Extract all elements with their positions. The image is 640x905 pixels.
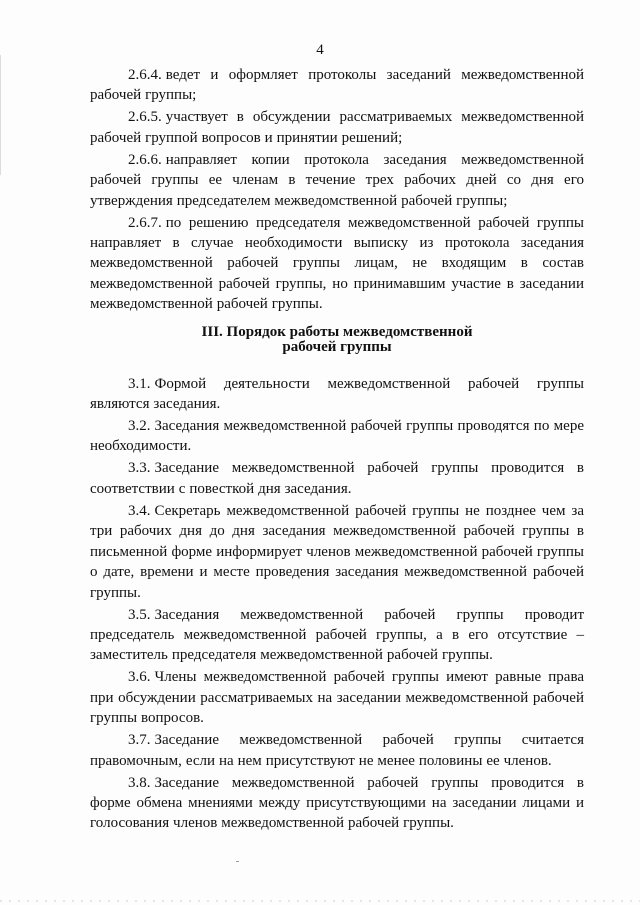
scan-edge-mark [0,55,1,175]
paragraph-text: Заседания межведомственной рабочей группы проводятся по мере необходимости. [90,418,584,455]
paragraph-number: 2.6.5. [128,109,162,126]
document-body [90,65,584,835]
paragraph-number: 3.5. [128,606,151,623]
paragraph-text: Формой деятельности межведомственной рабочей группы являются заседания. [90,375,584,413]
paragraph-3-8 [90,773,584,834]
section-3-heading-line-2: рабочей группы [282,339,392,356]
scan-speck [236,861,239,862]
paragraph-number: 3.2. [128,418,151,435]
paragraph-number: 2.6.6. [128,151,162,168]
paragraph-2-6-4 [90,65,584,106]
paragraph-text: Заседание межведомственной рабочей группы считается правомочным, если на нем присутствуют не менее половины ее членов. [90,732,584,769]
page-number: 4 [316,42,324,58]
paragraph-3-7 [90,730,584,771]
paragraph-2-6-7 [90,213,584,315]
section-3-heading-line-1: III. Порядок работы межведомственной [201,323,473,340]
paragraph-number: 2.6.7. [128,214,162,231]
section-3-heading [90,325,584,356]
paragraph-3-1 [90,374,584,415]
paragraph-number: 3.4. [128,502,151,519]
paragraph-text: направляет копии протокола заседания межведомственной рабочей группы ее членам в течение трех рабочих дней со дня его утверждения председателем межведомственной рабочей группы; [90,151,584,209]
paragraph-number: 3.6. [128,669,151,686]
paragraph-2-6-5 [90,107,584,148]
paragraph-text: Секретарь межведомственной рабочей группы не позднее чем за три рабочих дня до дня заседания межведомственной рабочей группы в письменной форме информирует членов межведомственной рабочей группы о дате, времени и месте проведения заседания межведомственной рабочей группы. [90,502,584,601]
paragraph-3-3 [90,458,584,499]
paragraph-text: Заседание межведомственной рабочей группы проводится в форме обмена мнениями между присутствующими на заседании лицами и голосования членов межведомственной рабочей группы. [90,774,584,832]
paragraph-number: 2.6.4. [128,67,162,83]
paragraph-3-4 [90,501,584,603]
paragraph-number: 3.3. [128,460,151,477]
paragraph-text: Заседания межведомственной рабочей группы проводит председатель межведомственной рабочей группы, а в его отсутствие – заместитель председателя межведомственной рабочей группы. [90,606,584,664]
scan-bottom-edge [0,900,640,902]
paragraph-text: Заседание межведомственной рабочей группы проводится в соответствии с повесткой дня заседания. [90,460,584,497]
paragraph-3-5 [90,605,584,666]
paragraph-number: 3.1. [128,375,151,392]
paragraph-number: 3.7. [128,732,151,749]
paragraph-text: Члены межведомственной рабочей группы имеют равные права при обсуждении рассматриваемых на заседании межведомственной рабочей группы вопросов. [90,669,584,727]
paragraph-3-2 [90,416,584,457]
paragraph-text: участвует в обсуждении рассматриваемых межведомственной рабочей группой вопросов и принятии решений; [90,109,584,146]
paragraph-number: 3.8. [128,774,151,791]
paragraph-3-6 [90,667,584,728]
paragraph-2-6-6 [90,150,584,211]
paragraph-text: ведет и оформляет протоколы заседаний межведомственной рабочей группы; [90,67,584,104]
paragraph-text: по решению председателя межведомственной рабочей группы направляет в случае необходимости выписку из протокола заседания межведомственной рабочей группы лицам, не входящим в состав межведомственной рабочей группы, но принимавшим участие в заседании межведомственной рабочей группы. [90,214,584,313]
